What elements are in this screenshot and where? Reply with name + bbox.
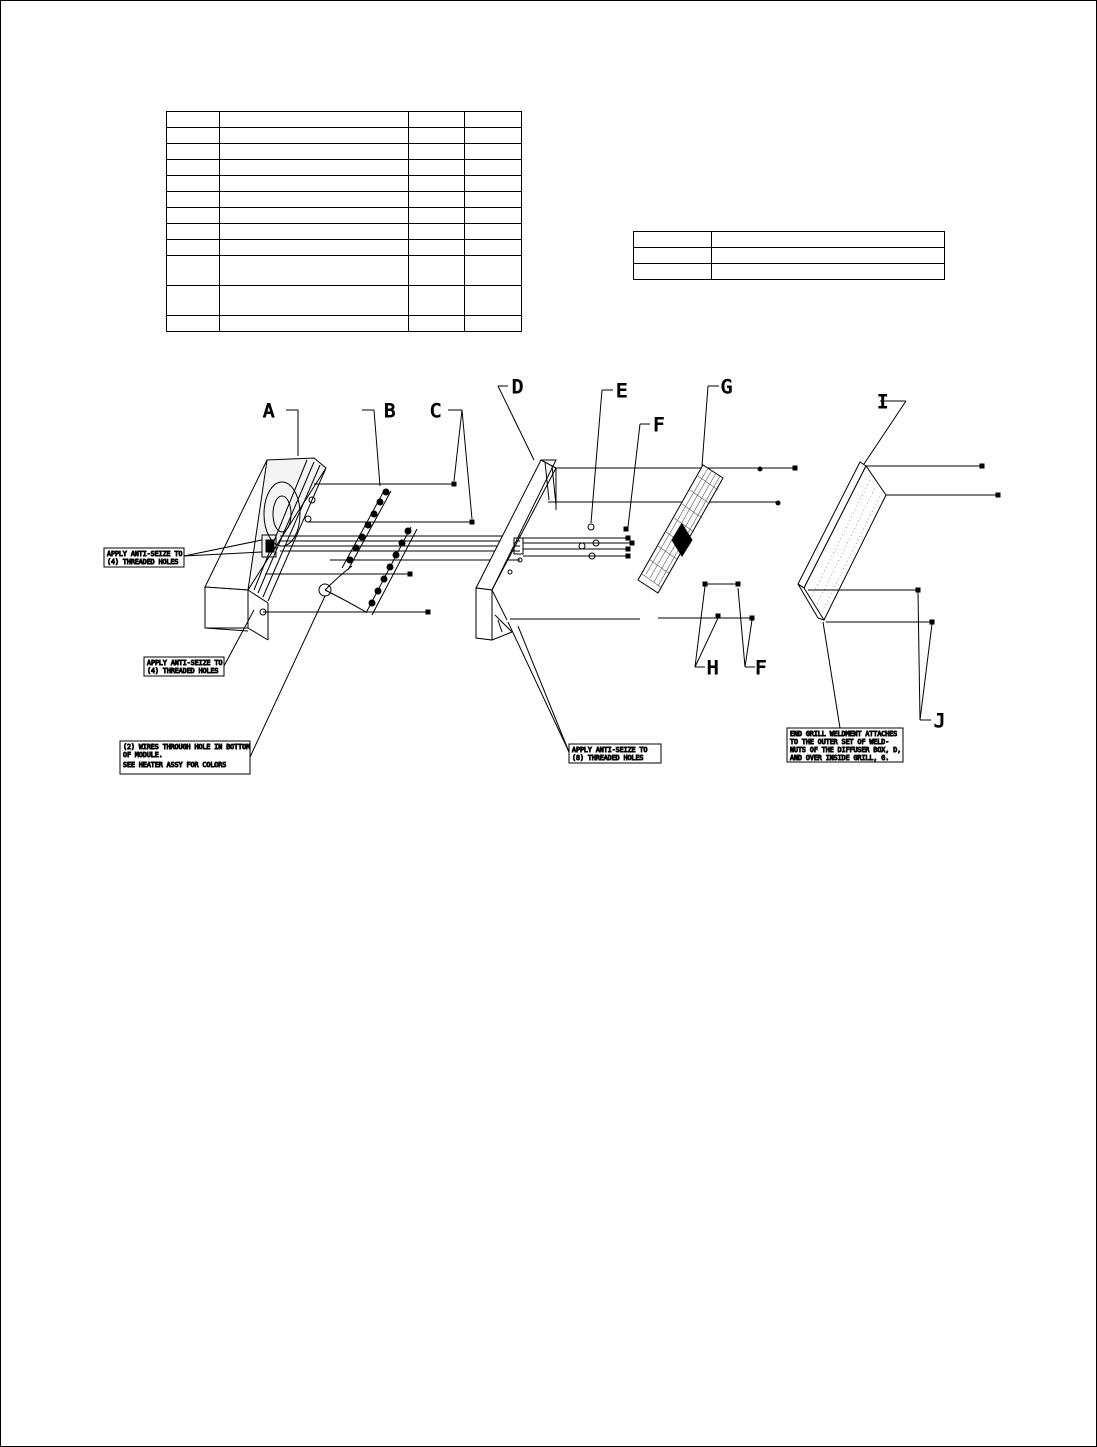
revision-table-row	[634, 232, 945, 248]
callout-i: I	[877, 391, 889, 413]
revision-table-cell	[711, 248, 944, 264]
module-box-a	[205, 458, 331, 640]
revision-table-cell	[634, 248, 712, 264]
parts-table-row	[167, 208, 522, 224]
svg-text:(4) THREADED HOLES: (4) THREADED HOLES	[107, 558, 179, 566]
parts-table-cell	[219, 112, 408, 128]
callout-g: G	[721, 376, 733, 398]
parts-table-row	[167, 144, 522, 160]
parts-table-cell	[465, 160, 522, 176]
revision-table-cell	[634, 264, 712, 280]
revision-table-row	[634, 248, 945, 264]
parts-table-row	[167, 224, 522, 240]
parts-table-cell	[219, 192, 408, 208]
parts-table-cell	[465, 128, 522, 144]
parts-table-cell	[219, 286, 408, 316]
hardware-e-f	[523, 524, 634, 559]
parts-table-cell	[167, 208, 220, 224]
svg-text:APPLY ANTI-SEIZE TO: APPLY ANTI-SEIZE TO	[107, 550, 183, 558]
callout-f-top: F	[653, 414, 665, 436]
parts-table-cell	[219, 160, 408, 176]
note-anti-seize-diffuser	[508, 622, 661, 763]
parts-table-cell	[465, 192, 522, 208]
svg-text:NUTS OF THE DIFFUSER BOX, D,: NUTS OF THE DIFFUSER BOX, D,	[790, 746, 902, 754]
revision-table-cell	[634, 232, 712, 248]
svg-text:END GRILL WELDMENT ATTACHES: END GRILL WELDMENT ATTACHES	[790, 730, 898, 738]
revision-table	[633, 231, 945, 280]
parts-table-cell	[409, 256, 465, 286]
inside-grill-g	[638, 465, 754, 620]
exploded-assembly-drawing	[0, 370, 1097, 790]
parts-table-cell	[465, 256, 522, 286]
svg-text:TO THE OUTER SET OF WELD-: TO THE OUTER SET OF WELD-	[790, 738, 890, 746]
parts-table-cell	[167, 224, 220, 240]
callout-b: B	[384, 400, 396, 422]
callout-a: A	[263, 400, 275, 422]
callout-c: C	[430, 400, 442, 422]
callout-f-bottom: F	[755, 657, 767, 679]
diffuser-box-d	[476, 460, 797, 640]
parts-table-cell	[465, 286, 522, 316]
callout-j: J	[934, 710, 946, 732]
parts-table-row	[167, 286, 522, 316]
parts-table-cell	[409, 192, 465, 208]
parts-table-cell	[409, 144, 465, 160]
parts-table-cell	[219, 240, 408, 256]
parts-table-cell	[167, 192, 220, 208]
parts-table-cell	[219, 144, 408, 160]
parts-table-cell	[219, 208, 408, 224]
parts-table-cell	[465, 112, 522, 128]
parts-table-row	[167, 176, 522, 192]
parts-table-cell	[409, 286, 465, 316]
parts-table-cell	[167, 316, 220, 332]
parts-table-cell	[409, 128, 465, 144]
parts-table-cell	[219, 128, 408, 144]
parts-table-cell	[167, 256, 220, 286]
parts-table-cell	[465, 208, 522, 224]
parts-table-cell	[219, 316, 408, 332]
parts-table-cell	[465, 240, 522, 256]
parts-list-table	[166, 111, 522, 332]
parts-table-cell	[465, 224, 522, 240]
parts-table-row	[167, 128, 522, 144]
parts-table-cell	[409, 176, 465, 192]
parts-table-cell	[167, 144, 220, 160]
parts-table-cell	[465, 144, 522, 160]
svg-text:(8) THREADED HOLES: (8) THREADED HOLES	[572, 754, 644, 762]
parts-table-cell	[465, 176, 522, 192]
heater-rails-b	[325, 489, 417, 615]
note-end-grill	[787, 622, 903, 762]
callout-h: H	[707, 657, 719, 679]
callout-e: E	[616, 380, 628, 402]
revision-table-cell	[711, 264, 944, 280]
parts-table-cell	[409, 160, 465, 176]
parts-table-cell	[409, 240, 465, 256]
parts-table-cell	[167, 176, 220, 192]
revision-table-row	[634, 264, 945, 280]
svg-text:AND OVER INSIDE GRILL, G.: AND OVER INSIDE GRILL, G.	[790, 754, 890, 762]
parts-table-cell	[219, 256, 408, 286]
parts-table-cell	[167, 112, 220, 128]
end-grill-i	[798, 462, 1000, 624]
parts-table-cell	[409, 112, 465, 128]
parts-table-row	[167, 160, 522, 176]
svg-text:SEE HEATER ASSY FOR COLORS: SEE HEATER ASSY FOR COLORS	[123, 761, 227, 769]
parts-table-cell	[219, 176, 408, 192]
parts-table-cell	[409, 208, 465, 224]
revision-table-cell	[711, 232, 944, 248]
parts-table-row	[167, 256, 522, 286]
parts-table-cell	[167, 160, 220, 176]
parts-table-row	[167, 112, 522, 128]
svg-text:OF MODULE.: OF MODULE.	[123, 751, 163, 759]
parts-table-cell	[167, 286, 220, 316]
parts-table-row	[167, 240, 522, 256]
parts-table-cell	[465, 316, 522, 332]
parts-table-cell	[409, 316, 465, 332]
svg-text:(2) WIRES THROUGH HOLE IN BOTT: (2) WIRES THROUGH HOLE IN BOTTOM	[123, 743, 251, 751]
parts-table-cell	[167, 240, 220, 256]
callout-d: D	[512, 376, 524, 398]
svg-text:APPLY ANTI-SEIZE TO: APPLY ANTI-SEIZE TO	[572, 746, 648, 754]
parts-table-cell	[167, 128, 220, 144]
parts-table-cell	[409, 224, 465, 240]
parts-table-row	[167, 192, 522, 208]
svg-text:APPLY ANTI-SEIZE TO: APPLY ANTI-SEIZE TO	[147, 659, 223, 667]
parts-table-row	[167, 316, 522, 332]
svg-text:(4) THREADED HOLES: (4) THREADED HOLES	[147, 667, 219, 675]
parts-table-cell	[219, 224, 408, 240]
